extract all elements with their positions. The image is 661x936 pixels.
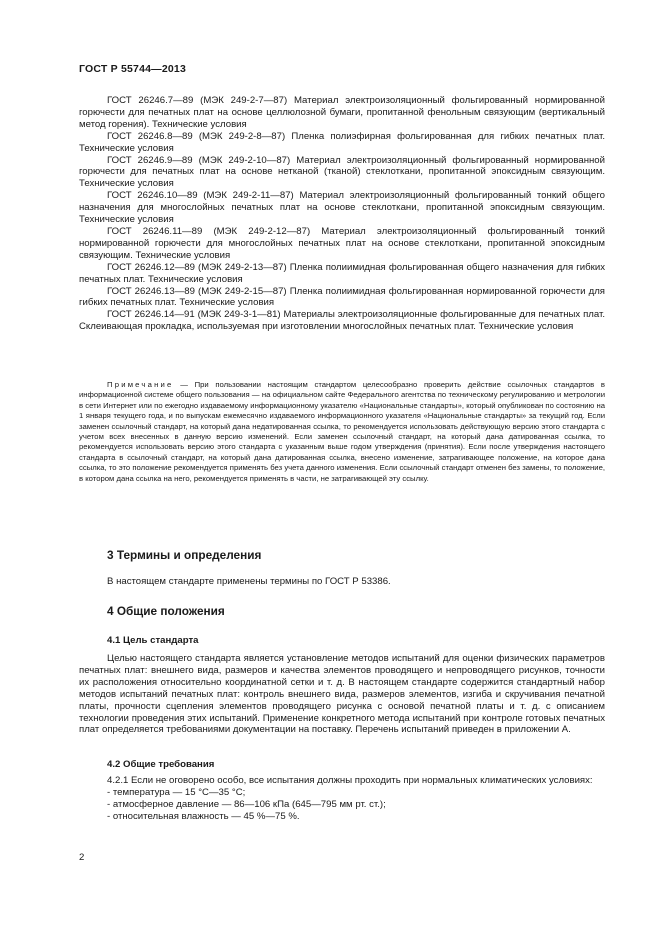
reference-item: ГОСТ 26246.8—89 (МЭК 249-2-8—87) Пленка полиэфирная фольгированная для гибких печатных плат. Технические условия	[79, 130, 605, 154]
section-3-text: В настоящем стандарте применены термины по ГОСТ Р 53386.	[107, 576, 391, 587]
reference-item: ГОСТ 26246.7—89 (МЭК 249-2-7—87) Материал электроизоляционный фольгированный нормированной горючести для печатных плат на основе целлюлозной бумаги, пропитанной фенольным связующим (вертикальный метод горения). Технические условия	[79, 95, 605, 130]
list-item: - относительная влажность — 45 %—75 %.	[107, 810, 300, 822]
normative-references	[79, 95, 605, 333]
section-4-2-body	[79, 775, 605, 823]
section-4-2-title: 4.2 Общие требования	[107, 759, 215, 770]
note-block	[79, 380, 605, 484]
section-4-1-text: Целью настоящего стандарта является установление методов испытаний для оценки физических параметров печатных плат: внешнего вида, размеров и качества элементов проводящего и непроводящего рисунков, точности их расположения относительно координатной сетки и т. д. В настоящем стандарте содержится стандартный набор методов испытаний печатных плат: контроль внешнего вида, размеров элементов, изгиба и скручивания печатной платы, прочности сцепления элементов проводящего рисунка с основой печатной платы и т. д. с описанием технологии проведения этих испытаний. Применение конкретного метода испытаний при контроле готовых печатных плат определяется требованиями документации на поставку. Перечень испытаний приведен в приложении А.	[79, 653, 605, 736]
section-4-title: 4 Общие положения	[107, 604, 225, 618]
section-4-2-text: 4.2.1 Если не оговорено особо, все испытания должны проходить при нормальных климатических условиях:	[107, 775, 593, 786]
note-text: — При пользовании настоящим стандартом целесообразно проверить действие ссылочных стандартов в информационной системе общего пользования — на официальном сайте Федерального агентства по техническому регулированию и метрологии в сети Интернет или по ежегодно издаваемому информационному указателю «Национальные стандарты», который опубликован по состоянию на 1 января текущего года, и по выпускам ежемесячно издаваемого информационного указателя «Национальные стандарты» за текущий год. Если заменен ссылочный стандарт, на который дана недатированная ссылка, то рекомендуется использовать действующую версию этого стандарта с учетом всех внесенных в данную версию изменений. Если заменен ссылочный стандарт, на который дана датированная ссылка, то рекомендуется использовать версию этого стандарта с указанным выше годом утверждения (принятия). Если после утверждения настоящего стандарта в ссылочный стандарт, на который дана датированная ссылка, внесено изменение, затрагивающее положение, на которое дана ссылка, то это положение рекомендуется применять без учета данного изменения. Если ссылочный стандарт отменен без замены, то положение, в котором дана ссылка на него, рекомендуется применять в части, не затрагивающей эту ссылку.	[79, 380, 605, 483]
section-3-body	[79, 576, 605, 588]
page-number: 2	[79, 852, 85, 863]
list-item: - атмосферное давление — 86—106 кПа (645—795 мм рт. ст.);	[107, 798, 386, 810]
section-4-1-title: 4.1 Цель стандарта	[107, 635, 199, 646]
reference-item: ГОСТ 26246.12—89 (МЭК 249-2-13—87) Пленка полиимидная фольгированная общего назначения для гибких печатных плат. Технические условия	[79, 261, 605, 285]
list-item: - температура — 15 °С—35 °С;	[107, 786, 246, 798]
note-label: Примечание	[107, 380, 174, 389]
reference-item: ГОСТ 26246.13—89 (МЭК 249-2-15—87) Пленка полиимидная фольгированная нормированной горючести для гибких печатных плат. Технические условия	[79, 285, 605, 309]
reference-item: ГОСТ 26246.10—89 (МЭК 249-2-11—87) Материал электроизоляционный фольгированный тонкий общего назначения для многослойных печатных плат на основе стеклоткани, пропитанной эпоксидным связующим. Технические условия	[79, 190, 605, 226]
conditions-list	[79, 787, 605, 823]
reference-item: ГОСТ 26246.9—89 (МЭК 249-2-10—87) Материал электроизоляционный фольгированный нормированной горючести для печатных плат на основе нетканой (тканой) стеклоткани, пропитанной эпоксидным связующим. Технические условия	[79, 154, 605, 190]
section-4-1-body	[79, 653, 605, 736]
reference-item: ГОСТ 26246.11—89 (МЭК 249-2-12—87) Материал электроизоляционный фольгированный тонкий нормированной горючести для многослойных печатных плат на основе стеклоткани, пропитанной эпоксидным связующим. Технические условия	[79, 225, 605, 261]
section-3-title: 3 Термины и определения	[107, 548, 262, 562]
reference-item: ГОСТ 26246.14—91 (МЭК 249-3-1—81) Материалы электроизоляционные фольгированные для печатных плат. Склеивающая прокладка, используемая при изготовлении многослойных печатных плат. Технические условия	[79, 309, 605, 333]
document-header: ГОСТ Р 55744—2013	[79, 63, 187, 75]
